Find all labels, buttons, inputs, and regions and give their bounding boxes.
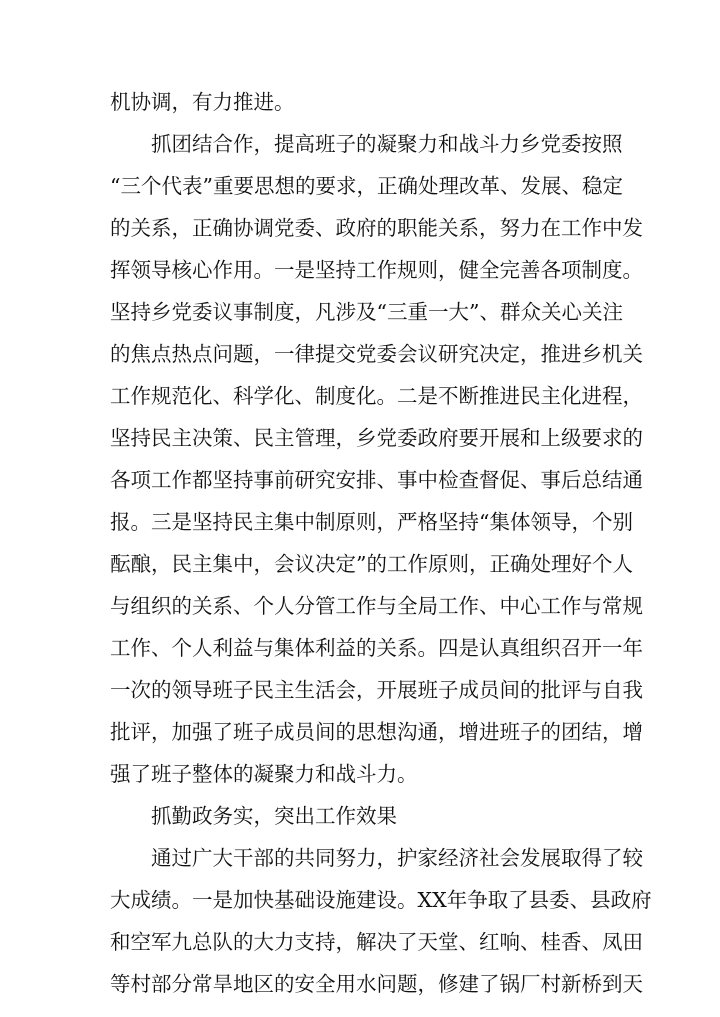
- text-line: 强了班子整体的凝聚力和战斗力。: [110, 762, 418, 786]
- text-line: 工作规范化、科学化、制度化。二是不断推进民主化进程，: [110, 384, 643, 408]
- text-line: 批评，加强了班子成员间的思想沟通，增进班子的团结，增: [110, 720, 643, 744]
- text-line: 抓团结合作，提高班子的凝聚力和战斗力乡党委按照: [151, 132, 623, 156]
- text-line: 坚持乡党委议事制度，凡涉及“三重一大”、群众关心关注: [110, 300, 623, 324]
- text-line: 等村部分常旱地区的安全用水问题，修建了锅厂村新桥到天: [110, 972, 643, 996]
- text-line: 机协调，有力推进。: [110, 90, 295, 114]
- text-line: 一次的领导班子民主生活会，开展班子成员间的批评与自我: [110, 678, 643, 702]
- text-line: 坚持民主决策、民主管理，乡党委政府要开展和上级要求的: [110, 426, 643, 450]
- text-line: 各项工作都坚持事前研究安排、事中检查督促、事后总结通: [110, 468, 643, 492]
- section-heading: 抓勤政务实，突出工作效果: [151, 804, 397, 828]
- text-line: 的焦点热点问题，一律提交党委会议研究决定，推进乡机关: [110, 342, 643, 366]
- text-line: 与组织的关系、个人分管工作与全局工作、中心工作与常规: [110, 594, 643, 618]
- text-line: 大成绩。一是加快基础设施建设。XX年争取了县委、县政府: [110, 888, 652, 912]
- text-line: 工作、个人利益与集体利益的关系。四是认真组织召开一年: [110, 636, 643, 660]
- text-line: 报。三是坚持民主集中制原则，严格坚持“集体领导，个别: [110, 510, 633, 534]
- text-line: “三个代表”重要思想的要求，正确处理改革、发展、稳定: [110, 174, 623, 198]
- text-line: 酝酿，民主集中，会议决定”的工作原则，正确处理好个人: [110, 552, 633, 576]
- text-line: 挥领导核心作用。一是坚持工作规则，健全完善各项制度。: [110, 258, 643, 282]
- text-line: 通过广大干部的共同努力，护家经济社会发展取得了较: [151, 846, 643, 870]
- text-line: 和空军九总队的大力支持，解决了天堂、红响、桂香、凤田: [110, 930, 643, 954]
- text-line: 的关系，正确协调党委、政府的职能关系，努力在工作中发: [110, 216, 643, 240]
